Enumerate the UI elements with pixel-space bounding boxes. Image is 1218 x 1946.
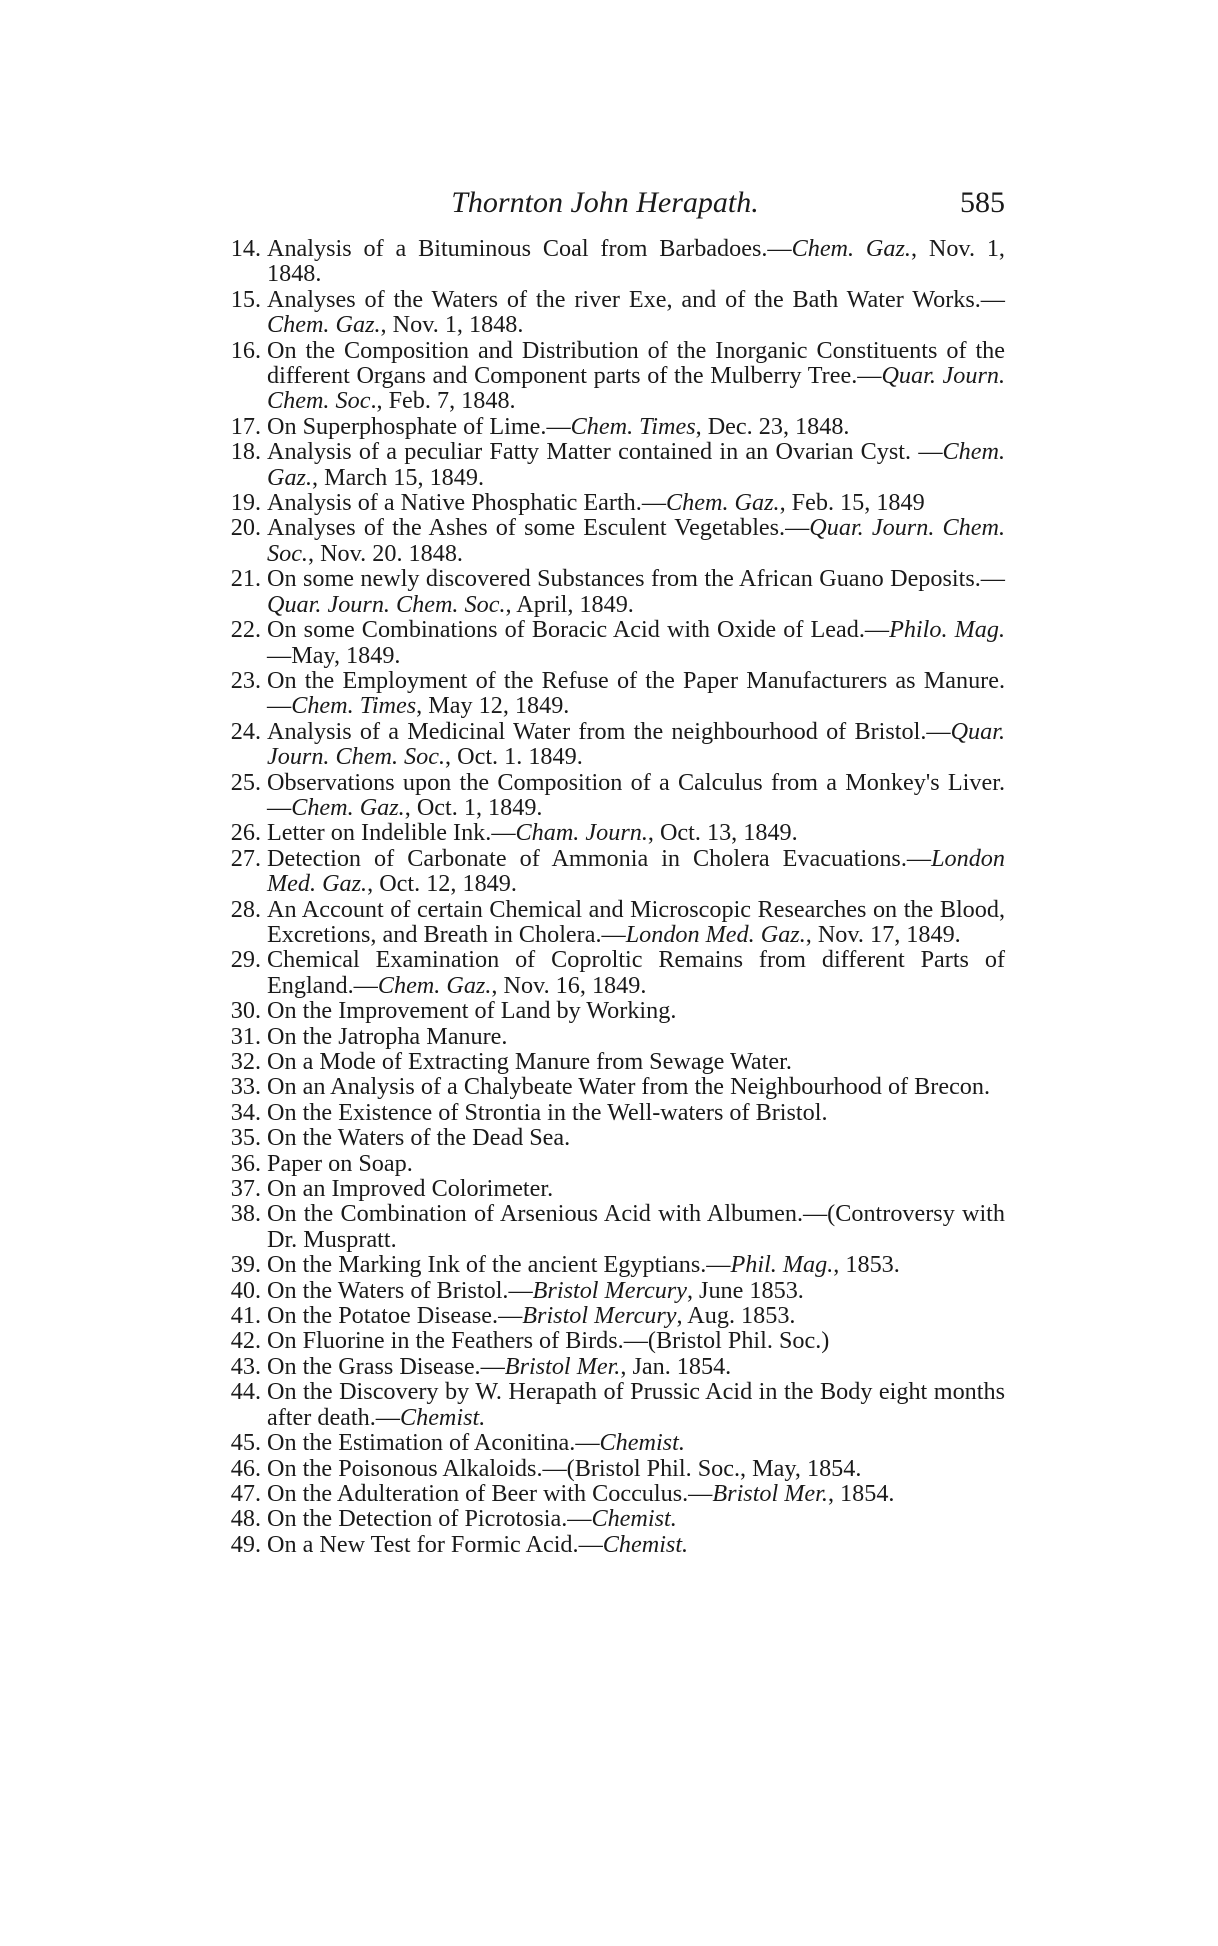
page-number: 585	[960, 186, 1005, 219]
list-item	[205, 1506, 1005, 1531]
entry-title: Analysis of a peculiar Fatty Matter contained in an Ovarian Cyst. —	[267, 438, 943, 466]
list-item	[205, 1176, 1005, 1201]
entry-source: Chem. Times	[291, 692, 417, 720]
list-item	[205, 1379, 1005, 1430]
entry-title: On the Existence of Strontia in the Well-waters of Bristol.	[267, 1098, 828, 1126]
entry-number: 22.	[230, 616, 261, 644]
entry-source: Chem. Gaz.	[791, 235, 911, 262]
entry-source: Chem. Gaz.	[267, 438, 1005, 491]
entry-date: , Oct. 13, 1849.	[647, 819, 798, 847]
entry-number: 48.	[230, 1505, 261, 1533]
entry-date: , Oct. 1. 1849.	[445, 743, 583, 771]
entry-number: 16.	[230, 336, 261, 364]
list-item	[205, 947, 1005, 998]
page-header	[205, 186, 1005, 226]
entry-source: Philo. Mag.	[889, 616, 1005, 644]
list-item	[205, 338, 1005, 414]
list-item	[205, 1201, 1005, 1252]
entry-number: 20.	[230, 514, 261, 542]
entry-number: 37.	[230, 1175, 261, 1203]
entry-title: On the Waters of the Dead Sea.	[267, 1124, 571, 1152]
entry-title: Analysis of a Medicinal Water from the neighbourhood of Bristol.—	[267, 717, 951, 745]
entry-title: On the Waters of Bristol.—	[267, 1276, 533, 1304]
entry-source: Bristol Mer.	[504, 1352, 621, 1380]
entry-date: , Oct. 12, 1849.	[367, 870, 517, 898]
entry-number: 25.	[230, 768, 261, 796]
entry-date: , Nov. 17, 1849.	[805, 920, 961, 948]
entry-number: 23.	[230, 666, 261, 694]
entry-source: Quar. Journ. Chem. Soc.	[267, 514, 1005, 567]
entry-source: Bristol Mercury	[532, 1276, 687, 1304]
entry-number: 46.	[230, 1454, 261, 1482]
entry-number: 47.	[230, 1479, 261, 1507]
entry-date: , Jan. 1854.	[620, 1352, 732, 1380]
list-item	[205, 566, 1005, 617]
entry-source: Chem. Times	[570, 412, 696, 440]
entry-title: On the Detection of Picrotosia.—	[267, 1505, 592, 1533]
entry-date: , Nov. 1, 1848.	[267, 235, 1005, 288]
entry-title: Letter on Indelible Ink.—	[267, 819, 516, 847]
entry-date: , June 1853.	[686, 1276, 804, 1304]
entry-title: On the Marking Ink of the ancient Egyptians.—	[267, 1251, 731, 1279]
entry-number: 33.	[230, 1073, 261, 1101]
entry-date: , Nov. 1, 1848.	[380, 311, 524, 339]
list-item	[205, 1100, 1005, 1125]
entry-number: 17.	[230, 412, 261, 440]
entry-title: On some newly discovered Substances from the African Guano Deposits.—	[267, 565, 1005, 593]
entry-date: , Oct. 1, 1849.	[404, 793, 543, 821]
list-item	[205, 1024, 1005, 1049]
entry-source: Bristol Mercury	[522, 1302, 677, 1330]
entry-source: Chem. Gaz.	[267, 311, 381, 339]
list-item	[205, 770, 1005, 821]
entry-number: 30.	[230, 997, 261, 1025]
entry-date: ., Feb. 7, 1848.	[370, 387, 516, 415]
entry-number: 24.	[230, 717, 261, 745]
entry-title: On the Estimation of Aconitina.—	[267, 1429, 600, 1457]
entry-title: On the Grass Disease.—	[267, 1352, 505, 1380]
entry-title: Analysis of a Bituminous Coal from Barbadoes.—	[267, 235, 792, 262]
entry-number: 31.	[230, 1022, 261, 1050]
list-item	[205, 617, 1005, 668]
entry-title: On the Composition and Distribution of the Inorganic Constituents of the different Organs and Component parts of the Mulberry Tree.—	[267, 336, 1005, 390]
entry-source: Phil. Mag.	[730, 1251, 834, 1279]
entry-date: , 1853.	[833, 1251, 900, 1279]
entry-number: 15.	[230, 285, 261, 313]
entry-date: , April, 1849.	[505, 590, 634, 618]
entry-source: Bristol Mer.	[712, 1479, 828, 1507]
list-item	[205, 1151, 1005, 1176]
entry-number: 43.	[230, 1352, 261, 1380]
entry-number: 21.	[230, 565, 261, 593]
entry-source: Chemist.	[591, 1505, 677, 1533]
list-item	[205, 820, 1005, 845]
entry-title: An Account of certain Chemical and Microscopic Researches on the Blood, Excretions, and Breath in Cholera.—	[267, 895, 1005, 948]
entry-source: Quar. Journ. Chem. Soc.	[267, 590, 506, 618]
list-item	[205, 1303, 1005, 1328]
entry-number: 14.	[230, 235, 261, 262]
entry-number: 19.	[230, 489, 261, 517]
entry-title: Observations upon the Composition of a Calculus from a Monkey's Liver.—	[267, 768, 1005, 821]
list-item	[205, 439, 1005, 490]
list-item	[205, 668, 1005, 719]
entry-source: Cham. Journ.	[515, 819, 648, 847]
entry-date: , 1854.	[827, 1479, 895, 1507]
entry-number: 38.	[230, 1200, 261, 1228]
entry-title: Paper on Soap.	[267, 1149, 413, 1177]
entry-number: 28.	[230, 895, 261, 923]
entry-title: On the Jatropha Manure.	[267, 1022, 508, 1050]
entry-title: Analysis of a Native Phosphatic Earth.—	[267, 489, 667, 517]
list-item	[205, 414, 1005, 439]
entry-number: 18.	[230, 438, 261, 466]
list-item	[205, 490, 1005, 515]
entry-date: , March 15, 1849.	[312, 463, 485, 491]
entry-title: On the Adulteration of Beer with Cocculus.—	[267, 1479, 713, 1507]
list-item	[205, 1430, 1005, 1455]
entry-source: Chem. Gaz.	[666, 489, 780, 517]
list-item	[205, 1481, 1005, 1506]
entry-title: On a Mode of Extracting Manure from Sewage Water.	[267, 1048, 792, 1075]
list-item	[205, 1074, 1005, 1099]
list-item	[205, 998, 1005, 1023]
entry-number: 40.	[230, 1276, 261, 1304]
running-head: Thornton John Herapath.	[451, 186, 759, 219]
entry-date: , Feb. 15, 1849	[779, 489, 925, 517]
entry-source: Quar. Journ. Chem. Soc.	[267, 717, 1005, 771]
list-item	[205, 1049, 1005, 1074]
entry-date: , Nov. 16, 1849.	[491, 971, 647, 999]
entry-source: Chemist.	[602, 1530, 689, 1558]
entry-number: 39.	[230, 1251, 261, 1279]
list-item	[205, 1456, 1005, 1481]
entry-title: On the Employment of the Refuse of the Paper Manufacturers as Manure.—	[267, 666, 1005, 720]
entry-title: Chemical Examination of Coproltic Remains from different Parts of England.—	[267, 946, 1005, 999]
entry-date: , Dec. 23, 1848.	[695, 412, 850, 440]
list-item	[205, 897, 1005, 948]
entry-number: 36.	[230, 1149, 261, 1177]
entry-source: Chem. Gaz.	[291, 793, 405, 821]
entry-number: 35.	[230, 1124, 261, 1152]
entry-number: 45.	[230, 1429, 261, 1457]
list-item	[205, 1125, 1005, 1150]
entry-number: 49.	[230, 1530, 261, 1558]
entry-title: On some Combinations of Boracic Acid with Oxide of Lead.—	[267, 616, 890, 644]
list-item	[205, 1532, 1005, 1557]
entry-source: London Med. Gaz.	[625, 920, 806, 948]
entry-source: Quar. Journ. Chem. Soc	[267, 362, 1005, 415]
bibliography-list	[205, 236, 1005, 1557]
entry-date: , Nov. 20. 1848.	[307, 539, 463, 567]
list-item	[205, 1252, 1005, 1277]
entry-title: On the Potatoe Disease.—	[267, 1302, 523, 1330]
entry-source: Chemist.	[399, 1403, 486, 1431]
entry-title: On the Improvement of Land by Working.	[267, 997, 677, 1025]
entry-number: 34.	[230, 1098, 261, 1126]
entry-title: Analyses of the Waters of the river Exe, and of the Bath Water Works.—	[267, 285, 1005, 313]
entry-number: 29.	[230, 946, 261, 974]
list-item	[205, 236, 1005, 287]
list-item	[205, 1328, 1005, 1353]
entry-source: Chem. Gaz.	[377, 971, 492, 999]
entry-date: , May 12, 1849.	[416, 692, 570, 720]
entry-source: London Med. Gaz.	[267, 844, 1005, 898]
list-item	[205, 1278, 1005, 1303]
entry-number: 32.	[230, 1048, 261, 1075]
entry-title: Detection of Carbonate of Ammonia in Cholera Evacuations.—	[267, 844, 932, 872]
entry-date: —May, 1849.	[267, 641, 401, 669]
entry-title: On Fluorine in the Feathers of Birds.—(Bristol Phil. Soc.)	[267, 1327, 830, 1355]
entry-date: , Aug. 1853.	[676, 1302, 796, 1330]
entry-title: On the Poisonous Alkaloids.—(Bristol Phil. Soc., May, 1854.	[267, 1454, 862, 1482]
entry-number: 27.	[230, 844, 261, 872]
entry-source: Chemist.	[599, 1429, 685, 1457]
entry-title: On Superphosphate of Lime.—	[267, 412, 571, 440]
entry-title: On an Improved Colorimeter.	[267, 1175, 554, 1203]
list-item	[205, 287, 1005, 338]
entry-title: On a New Test for Formic Acid.—	[267, 1530, 603, 1558]
entry-number: 41.	[230, 1302, 261, 1330]
list-item	[205, 515, 1005, 566]
entry-number: 42.	[230, 1327, 261, 1355]
list-item	[205, 846, 1005, 897]
entry-title: On the Combination of Arsenious Acid with Albumen.—(Controversy with Dr. Muspratt.	[267, 1200, 1005, 1253]
list-item	[205, 719, 1005, 770]
entry-number: 44.	[230, 1378, 261, 1406]
entry-title: Analyses of the Ashes of some Esculent Vegetables.—	[267, 514, 810, 542]
entry-title: On an Analysis of a Chalybeate Water from the Neighbourhood of Brecon.	[267, 1073, 991, 1101]
entry-title: On the Discovery by W. Herapath of Prussic Acid in the Body eight months after death.—	[267, 1378, 1005, 1431]
entry-number: 26.	[230, 819, 261, 847]
list-item	[205, 1354, 1005, 1379]
